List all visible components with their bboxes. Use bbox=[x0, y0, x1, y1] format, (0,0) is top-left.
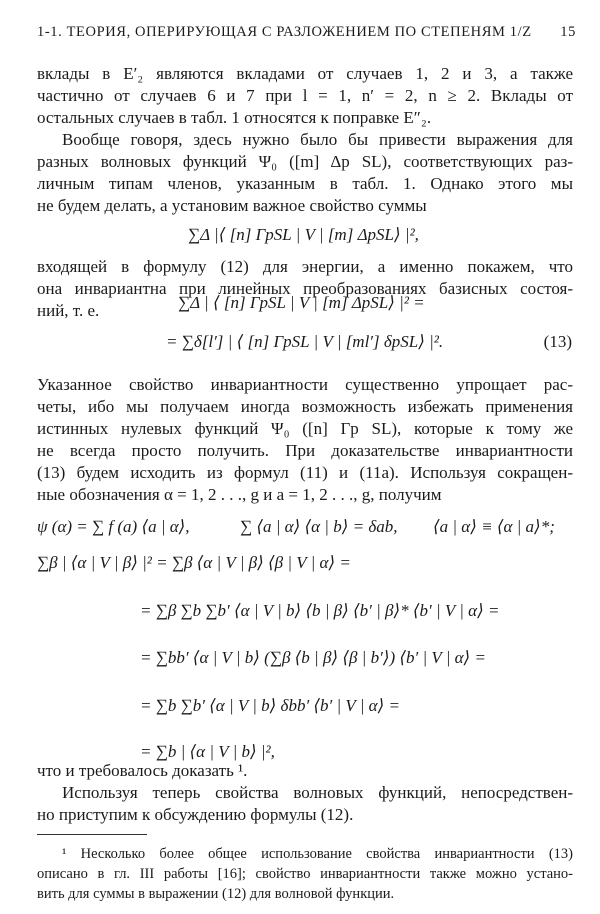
body-line: четы, ибо мы получаем иногда возможность избежать применения bbox=[37, 397, 573, 416]
body-line: но приступим к обсуждению формулы (12). bbox=[37, 805, 354, 824]
equation-13-line-1: ∑Δ | ⟨ [n] ΓpSL | V | [m] ΔpSL⟩ |² = bbox=[178, 293, 425, 312]
body-line: ний, т. е. bbox=[37, 301, 100, 320]
equation-number: (13) bbox=[543, 332, 572, 351]
body-line: Вообще говоря, здесь нужно было бы привести выражения для bbox=[62, 130, 573, 149]
body-line: вклады в E′₂ являются вкладами от случаев 1, 2 и 3, а также bbox=[37, 64, 573, 83]
running-header bbox=[37, 24, 576, 41]
footnote-line: ¹ Несколько более общее использование свойства инвариантности (13) bbox=[62, 846, 573, 862]
derivation-step-5: = ∑b | ⟨α | V | b⟩ |², bbox=[140, 742, 275, 761]
equation-orthogonality: ∑ ⟨a | α⟩ ⟨α | b⟩ = δab, bbox=[240, 517, 398, 536]
body-line: что и требовалось доказать ¹. bbox=[37, 761, 248, 780]
footnote-line: вить для суммы в выражении (12) для волновой функции. bbox=[37, 886, 395, 902]
body-line: частично от случаев 6 и 7 при l = 1, n′ = 2, n ≥ 2. Вклады от bbox=[37, 86, 573, 105]
derivation-step-4: = ∑b ∑b′ ⟨α | V | b⟩ δbb′ ⟨b′ | V | α⟩ = bbox=[140, 696, 400, 715]
header-title: 1-1. ТЕОРИЯ, ОПЕРИРУЮЩАЯ С РАЗЛОЖЕНИЕМ ПО СТЕПЕНЯМ 1/Z bbox=[37, 24, 532, 40]
page-number: 15 bbox=[560, 24, 576, 40]
body-line: входящей в формулу (12) для энергии, а именно покажем, что bbox=[37, 257, 573, 276]
equation-sum-delta: ∑Δ |⟨ [n] ΓpSL | V | [m] ΔpSL⟩ |², bbox=[188, 225, 419, 244]
body-line: остальных случаев в табл. 1 относятся к поправке E″₂. bbox=[37, 108, 432, 127]
derivation-step-1: ∑β | ⟨α | V | β⟩ |² = ∑β ⟨α | V | β⟩ ⟨β | V | α⟩ = bbox=[37, 553, 351, 572]
footnote-line: описано в гл. III работы [16]; свойство инвариантности также можно устано- bbox=[37, 866, 573, 882]
equation-conjugate: ⟨a | α⟩ ≡ ⟨α | a⟩*; bbox=[433, 517, 555, 536]
body-line: она инвариантна при линейных преобразованиях базисных состоя- bbox=[37, 279, 573, 298]
equation-13-line-2: = ∑δ[l′] | ⟨ [n] ΓpSL | V | [ml′] δpSL⟩ |². bbox=[166, 332, 444, 351]
body-line: Указанное свойство инвариантности существенно упрощает рас- bbox=[37, 375, 573, 394]
footnote-rule bbox=[37, 834, 147, 835]
body-line: разных волновых функций Ψ₀ ([m] Δp SL), соответствующих раз- bbox=[37, 152, 573, 171]
body-line: Используя теперь свойства волновых функций, непосредствен- bbox=[62, 783, 573, 802]
body-line: истинных нулевых функций Ψ₀ ([n] Γp SL), которые к тому же bbox=[37, 419, 573, 438]
body-line: личным типам членов, указанным в табл. 1. Однако этого мы bbox=[37, 174, 573, 193]
body-line: ные обозначения α = 1, 2 . . ., g и a = 1, 2 . . ., g, получим bbox=[37, 485, 442, 504]
equation-psi-definition: ψ (α) = ∑ f (a) ⟨a | α⟩, bbox=[37, 517, 190, 536]
body-line: не всегда просто получить. При доказательстве инвариантности bbox=[37, 441, 573, 460]
derivation-step-3: = ∑bb′ ⟨α | V | b⟩ (∑β ⟨b | β⟩ ⟨β | b′⟩) ⟨b′ | V | α⟩ = bbox=[140, 648, 486, 667]
body-line: не будем делать, а установим важное свойство суммы bbox=[37, 196, 427, 215]
derivation-step-2: = ∑β ∑b ∑b′ ⟨α | V | b⟩ ⟨b | β⟩ ⟨b′ | β⟩* ⟨b′ | V | α⟩ = bbox=[140, 601, 500, 620]
body-line: (13) будем исходить из формул (11) и (11a). Используя сокращен- bbox=[37, 463, 573, 482]
